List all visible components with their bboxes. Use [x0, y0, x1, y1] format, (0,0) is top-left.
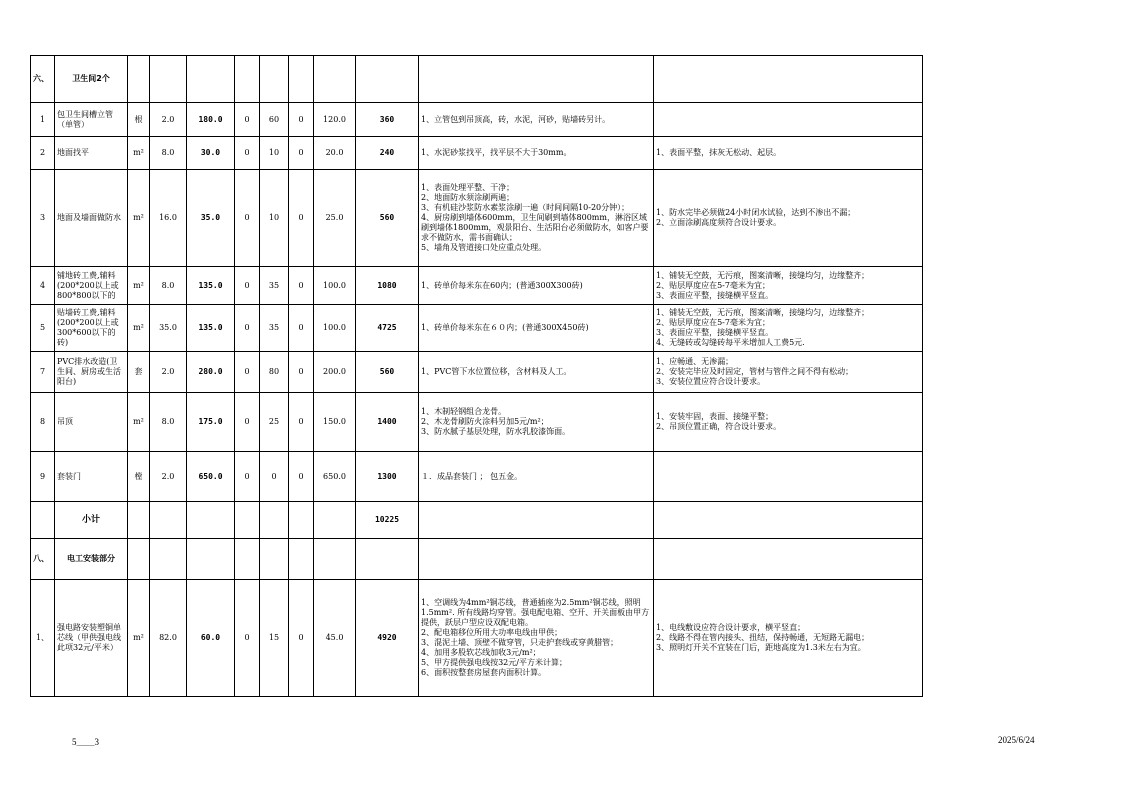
empty-cell	[150, 539, 187, 580]
item-requirement-line: 1、表面平整，抹灰无松动、起层。	[656, 148, 782, 157]
empty-cell	[314, 539, 356, 580]
item-unit-price: 280.0	[187, 352, 235, 393]
item-unit-price: 30.0	[187, 137, 235, 170]
item-description-line: 6、面积按整套房屋套内面积计算。	[421, 668, 547, 677]
item-requirement	[654, 393, 923, 452]
item-unit: 樘	[128, 452, 150, 502]
empty-cell	[356, 539, 419, 580]
item-name: 包卫生间槽立管（单管）	[55, 103, 128, 137]
empty-cell	[128, 502, 150, 539]
item-description	[419, 393, 654, 452]
table-row	[31, 452, 923, 502]
item-requirement	[654, 305, 923, 352]
item-labor-cost: 35	[260, 305, 289, 352]
item-number: 7	[31, 352, 55, 393]
item-quantity: 2.0	[150, 352, 187, 393]
item-material-cost: 0	[235, 267, 260, 305]
item-requirement-line: 1、铺装无空鼓，无污痕，图案清晰，接缝均匀，边缘整齐；	[656, 270, 870, 280]
item-description-line: 1、砖单价每米东在60内；(普通300X300砖)	[421, 280, 583, 290]
item-labor-cost: 0	[260, 452, 289, 502]
section-number: 六、	[31, 56, 55, 103]
item-other-cost: 0	[289, 393, 314, 452]
item-name: 贴墙砖工费,辅料(200*200以上或300*600以下的砖)	[55, 305, 128, 352]
table-row	[31, 393, 923, 452]
item-unit-price: 135.0	[187, 305, 235, 352]
item-material-cost: 0	[235, 580, 260, 697]
item-requirement-line: 3、表面应平整，接缝横平竖直。	[656, 328, 774, 337]
item-unit: 根	[128, 103, 150, 137]
item-name: 地面及墙面做防水	[55, 170, 128, 267]
item-unit: m²	[128, 305, 150, 352]
item-total: 4920	[356, 580, 419, 697]
item-aux-cost: 45.0	[314, 580, 356, 697]
item-material-cost: 0	[235, 393, 260, 452]
item-requirement-line: 1、电线敷设应符合设计要求，横平竖直；	[656, 623, 806, 632]
item-total: 1300	[356, 452, 419, 502]
section-title: 卫生间2个	[55, 56, 128, 103]
table-row	[31, 580, 923, 697]
item-requirement-line: 2、贴层厚度应在5-7毫米为宜；	[656, 280, 770, 290]
item-quantity: 35.0	[150, 305, 187, 352]
item-aux-cost: 100.0	[314, 305, 356, 352]
item-description-line: 5、墙角及管道接口处应重点处理。	[421, 243, 547, 252]
item-requirement-line: 1、铺装无空鼓，无污痕，图案清晰，接缝均匀，边缘整齐；	[656, 308, 870, 317]
empty-cell	[235, 539, 260, 580]
item-aux-cost: 650.0	[314, 452, 356, 502]
empty-cell	[654, 502, 923, 539]
item-labor-cost: 10	[260, 170, 289, 267]
page-number: 5＿＿3	[72, 737, 100, 747]
item-requirement	[654, 137, 923, 170]
item-aux-cost: 20.0	[314, 137, 356, 170]
item-description	[419, 305, 654, 352]
item-unit: m²	[128, 267, 150, 305]
item-requirement	[654, 170, 923, 267]
item-aux-cost: 150.0	[314, 393, 356, 452]
empty-cell	[419, 502, 654, 539]
item-number: 5	[31, 305, 55, 352]
item-labor-cost: 60	[260, 103, 289, 137]
item-description-line: 4、厨房刷到墙体600mm，卫生间刷到墙体800mm，淋浴区域刷到墙体1800mm，观景阳台、生活阳台必须做防水，如客户要求不做防水，需书面确认；	[421, 213, 649, 242]
item-other-cost: 0	[289, 305, 314, 352]
item-name: 套装门	[55, 452, 128, 502]
item-name: PVC排水改造(卫生间、厨房或生活阳台)	[55, 352, 128, 393]
empty-cell	[356, 56, 419, 103]
empty-cell	[654, 56, 923, 103]
empty-cell	[187, 539, 235, 580]
item-name: 地面找平	[55, 137, 128, 170]
item-number: 9	[31, 452, 55, 502]
item-requirement-line: 3、表面应平整，接缝横平竖直。	[656, 290, 774, 300]
item-material-cost: 0	[235, 103, 260, 137]
item-material-cost: 0	[235, 305, 260, 352]
section-row	[31, 539, 923, 580]
empty-cell	[314, 56, 356, 103]
table-row	[31, 137, 923, 170]
item-total: 1080	[356, 267, 419, 305]
item-requirement	[654, 267, 923, 305]
empty-cell	[654, 539, 923, 580]
item-description-line: 2、配电箱移位所用大功率电线由甲供；	[421, 628, 563, 637]
item-material-cost: 0	[235, 137, 260, 170]
empty-cell	[289, 56, 314, 103]
item-number: 8	[31, 393, 55, 452]
table-row	[31, 267, 923, 305]
item-requirement-line: 3、安装位置应符合设计要求。	[656, 377, 766, 386]
empty-cell	[187, 502, 235, 539]
empty-cell	[419, 539, 654, 580]
item-description-line: 1、砖单价每米东在６０内；(普通300X450砖)	[421, 323, 589, 332]
item-requirement-line: 2、安装完毕应及时固定，管材与管件之间不得有松动；	[656, 367, 854, 376]
item-requirement-line: 1、应畅通、无渗漏；	[656, 357, 734, 366]
item-requirement-line: 3、照明灯开关不宜装在门后，距地高度为1.3米左右为宜。	[656, 643, 866, 652]
empty-cell	[128, 56, 150, 103]
item-aux-cost: 200.0	[314, 352, 356, 393]
item-other-cost: 0	[289, 170, 314, 267]
subtotal-label: 小计	[55, 502, 128, 539]
item-labor-cost: 80	[260, 352, 289, 393]
item-other-cost: 0	[289, 452, 314, 502]
item-description	[419, 267, 654, 305]
item-labor-cost: 35	[260, 267, 289, 305]
item-requirement-line: 2、线路不得在管内接头、扭结，保持畅通，无短路无漏电；	[656, 633, 870, 642]
item-total: 360	[356, 103, 419, 137]
item-other-cost: 0	[289, 103, 314, 137]
item-requirement-line: 2、吊顶位置正确，符合设计要求。	[656, 422, 782, 431]
item-unit-price: 650.0	[187, 452, 235, 502]
empty-cell	[419, 56, 654, 103]
item-requirement-line: 4、无缝砖或勾缝砖每平米增加人工费5元.	[656, 338, 805, 347]
item-unit: m²	[128, 137, 150, 170]
item-unit-price: 175.0	[187, 393, 235, 452]
item-quantity: 2.0	[150, 103, 187, 137]
item-requirement-line: 2、立面涂刷高度须符合设计要求。	[656, 218, 782, 227]
table-row	[31, 103, 923, 137]
item-quantity: 8.0	[150, 267, 187, 305]
item-requirement-line: 2、贴层厚度应在5-7毫米为宜；	[656, 318, 770, 327]
item-number: 1、	[31, 580, 55, 697]
item-number: 4	[31, 267, 55, 305]
item-unit-price: 180.0	[187, 103, 235, 137]
table-row	[31, 170, 923, 267]
item-number: 3	[31, 170, 55, 267]
item-aux-cost: 120.0	[314, 103, 356, 137]
empty-cell	[260, 502, 289, 539]
table-row	[31, 352, 923, 393]
item-other-cost: 0	[289, 352, 314, 393]
item-material-cost: 0	[235, 352, 260, 393]
item-description	[419, 137, 654, 170]
empty-cell	[31, 502, 55, 539]
item-description-line: 5、甲方提供强电线按32元/平方米计算；	[421, 658, 567, 667]
empty-cell	[150, 502, 187, 539]
item-unit: 套	[128, 352, 150, 393]
item-total: 560	[356, 170, 419, 267]
empty-cell	[260, 539, 289, 580]
item-description-line: 1、木制轻钢组合龙骨。	[421, 407, 507, 416]
item-number: 2	[31, 137, 55, 170]
item-requirement	[654, 580, 923, 697]
item-description-line: 1、PVC管下水位置位移，含材料及人工。	[421, 367, 572, 376]
item-quantity: 82.0	[150, 580, 187, 697]
item-other-cost: 0	[289, 267, 314, 305]
subtotal-total: 10225	[356, 502, 419, 539]
item-aux-cost: 100.0	[314, 267, 356, 305]
item-unit-price: 135.0	[187, 267, 235, 305]
item-description	[419, 452, 654, 502]
empty-cell	[260, 56, 289, 103]
item-description	[419, 103, 654, 137]
item-requirement	[654, 452, 923, 502]
item-unit: m²	[128, 170, 150, 267]
item-description-line: 2、木龙骨刷防火涂料另加5元/m²；	[421, 417, 549, 426]
item-description-line: 1、表面处理平整、干净；	[421, 183, 515, 192]
empty-cell	[187, 56, 235, 103]
item-unit: m²	[128, 580, 150, 697]
item-material-cost: 0	[235, 452, 260, 502]
subtotal-row	[31, 502, 923, 539]
item-quantity: 8.0	[150, 393, 187, 452]
item-description-line: 2、地面防水须涂刷两遍；	[421, 193, 515, 202]
section-row	[31, 56, 923, 103]
item-description-line: 3、有机硅沙浆防水素浆涂刷一遍（时间间隔10-20分钟）；	[421, 203, 630, 212]
item-unit-price: 60.0	[187, 580, 235, 697]
empty-cell	[235, 502, 260, 539]
item-labor-cost: 25	[260, 393, 289, 452]
item-description-line: 1、立管包到吊顶高，砖，水泥，河砂，贴墙砖另计。	[421, 114, 611, 124]
item-other-cost: 0	[289, 580, 314, 697]
item-description-line: 3、防水腻子基层处理，防水乳胶漆饰面。	[421, 427, 571, 436]
table-row	[31, 305, 923, 352]
empty-cell	[128, 539, 150, 580]
item-name: 强电路安装塑铜单芯线（甲供强电线此项32元/平米）	[55, 580, 128, 697]
item-unit-price: 35.0	[187, 170, 235, 267]
item-total: 240	[356, 137, 419, 170]
empty-cell	[289, 502, 314, 539]
item-name: 铺地砖工费,辅料(200*200以上或800*800以下的	[55, 267, 128, 305]
print-date: 2025/6/24	[998, 735, 1035, 745]
item-name: 吊顶	[55, 393, 128, 452]
section-number: 八、	[31, 539, 55, 580]
section-title: 电工安装部分	[55, 539, 128, 580]
item-labor-cost: 10	[260, 137, 289, 170]
quote-table	[30, 55, 923, 697]
empty-cell	[150, 56, 187, 103]
item-requirement	[654, 103, 923, 137]
item-quantity: 16.0	[150, 170, 187, 267]
item-total: 560	[356, 352, 419, 393]
item-description-line: 3、混泥土墙、顶壁不做穿管，只走护套线或穿黄腊管；	[421, 638, 619, 647]
item-requirement-line: 1、防水完毕必须做24小时闭水试验，达到不渗出不漏；	[656, 208, 856, 217]
item-unit: m²	[128, 393, 150, 452]
item-total: 1400	[356, 393, 419, 452]
item-material-cost: 0	[235, 170, 260, 267]
item-description	[419, 580, 657, 697]
item-quantity: 2.0	[150, 452, 187, 502]
item-total: 4725	[356, 305, 419, 352]
item-description-line: １．成品套装门 ； 包五金。	[421, 471, 523, 481]
item-quantity: 8.0	[150, 137, 187, 170]
item-labor-cost: 15	[260, 580, 289, 697]
item-aux-cost: 25.0	[314, 170, 356, 267]
item-other-cost: 0	[289, 137, 314, 170]
item-requirement-line: 1、安装牢固，表面、接缝平整；	[656, 412, 774, 421]
empty-cell	[235, 56, 260, 103]
item-number: 1	[31, 103, 55, 137]
item-description	[419, 352, 654, 393]
item-description	[419, 170, 654, 267]
item-requirement	[654, 352, 923, 393]
empty-cell	[289, 539, 314, 580]
item-description-line: 1、空调线为4mm²铜芯线，普通插座为2.5mm²铜芯线，照明 1.5mm². 所有线路均穿管。强电配电箱、空开、开关面板由甲方提供，跃层户型应设双配电箱。	[421, 598, 657, 627]
item-description-line: 4、加用多股软芯线加收3元/m²；	[421, 648, 541, 657]
item-description-line: 1、水泥砂浆找平，找平层不大于30mm。	[421, 148, 572, 157]
empty-cell	[314, 502, 356, 539]
